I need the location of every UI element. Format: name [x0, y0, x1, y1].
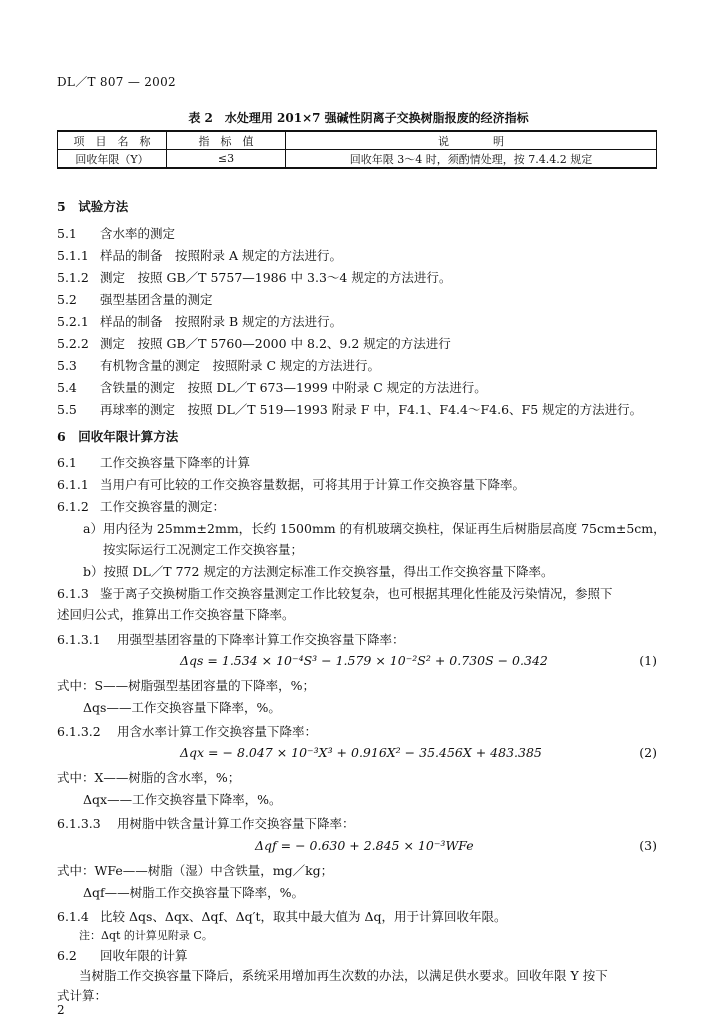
where-dqf: Δqf——树脂工作交换容量下降率，%。: [83, 885, 305, 900]
section-5-title: 5 试验方法: [57, 199, 129, 214]
item-text: 强型基团含量的测定: [100, 292, 213, 307]
equation-2: Δqx = − 8.047 × 10⁻³X³ + 0.916X² − 35.456X + 483.385: [180, 745, 542, 760]
item-number: 5.4: [57, 380, 77, 395]
page-number: 2: [57, 1003, 65, 1017]
item-number: 5.1.1: [57, 248, 89, 263]
item-text: 样品的制备 按照附录 A 规定的方法进行。: [100, 248, 342, 263]
section-6-1-2: 6.1.2 工作交换容量的测定：: [57, 499, 226, 514]
item-a-line2: 按实际运行工况测定工作交换容量；: [103, 542, 304, 557]
section-5-1-2: [57, 268, 451, 286]
section-5-2-2: [57, 334, 451, 352]
item-text: 含水率的测定: [100, 226, 176, 241]
item-text: 回收年限的计算: [100, 948, 188, 963]
cell-item-name: 回收年限（Y）: [58, 150, 167, 169]
item-text: 用强型基团容量的下降率计算工作交换容量下降率：: [117, 632, 405, 647]
section-6-1: 6.1 工作交换容量下降率的计算: [57, 455, 251, 470]
item-text: 用树脂中铁含量计算工作交换容量下降率：: [117, 816, 355, 831]
equation-3-number: (3): [639, 838, 657, 853]
cell-description: 回收年限 3～4 时，须酌情处理，按 7.4.4.2 规定: [286, 150, 657, 169]
item-text: 比较 Δqs、Δqx、Δqf、Δq′t，取其中最大值为 Δq，用于计算回收年限。: [100, 909, 507, 924]
item-text: 鉴于离子交换树脂工作交换容量测定工作比较复杂，也可根据其理化性能及污染情况，参照下: [100, 586, 613, 601]
document-header: DL／T 807 — 2002: [57, 75, 176, 89]
section-6-2-para-line1: 当树脂工作交换容量下降后，系统采用增加再生次数的办法，以满足供水要求。回收年限 Y 按下: [79, 968, 608, 983]
section-6-2: 6.2 回收年限的计算: [57, 948, 188, 963]
col-item-name: 项 目 名 称: [58, 131, 167, 150]
where-s: 式中：S——树脂强型基团容量的下降率，%；: [57, 678, 315, 693]
section-6-1-1: 6.1.1 当用户有可比较的工作交换容量数据，可将其用于计算工作交换容量下降率。: [57, 477, 526, 492]
section-6-1-3-line2: 述回归公式，推算出工作交换容量下降率。: [57, 607, 295, 622]
item-text: 工作交换容量的测定：: [100, 499, 226, 514]
item-text: 当用户有可比较的工作交换容量数据，可将其用于计算工作交换容量下降率。: [100, 477, 526, 492]
item-text: 测定 按照 GB／T 5757—1986 中 3.3～4 规定的方法进行。: [100, 270, 452, 285]
section-5-1: [57, 224, 175, 242]
item-number: 5.2: [57, 292, 77, 307]
item-text: 含铁量的测定 按照 DL／T 673—1999 中附录 C 规定的方法进行。: [100, 380, 487, 395]
item-number: 5.5: [57, 402, 77, 417]
item-number: 5.2.1: [57, 314, 89, 329]
section-6-1-3-line1: 6.1.3 鉴于离子交换树脂工作交换容量测定工作比较复杂，也可根据其理化性能及污染情况，参照下: [57, 586, 613, 601]
section-5-2-1: [57, 312, 342, 330]
item-number: 5.2.2: [57, 336, 89, 351]
note: 注：Δqt 的计算见附录 C。: [79, 929, 213, 942]
equation-3: Δqf = − 0.630 + 2.845 × 10⁻³WFe: [255, 838, 474, 853]
equation-1: Δqs = 1.534 × 10⁻⁴S³ − 1.579 × 10⁻²S² + 0.730S − 0.342: [180, 653, 548, 668]
equation-1-number: (1): [639, 653, 657, 668]
table-header-row: [58, 131, 657, 150]
indicator-table: [57, 130, 657, 169]
item-text: 再球率的测定 按照 DL／T 519—1993 附录 F 中，F4.1、F4.4～F4.6、F5 规定的方法进行。: [100, 402, 643, 417]
section-5-3: [57, 356, 380, 374]
section-6-1-3-1: 6.1.3.1 用强型基团容量的下降率计算工作交换容量下降率：: [57, 632, 405, 647]
item-text: 样品的制备 按照附录 B 规定的方法进行。: [100, 314, 343, 329]
col-description: 说 明: [286, 131, 657, 150]
item-b: b）按照 DL／T 772 规定的方法测定标准工作交换容量，得出工作交换容量下降率。: [83, 564, 554, 579]
section-5-2: [57, 290, 213, 308]
item-number: 5.1: [57, 226, 77, 241]
where-dqx: Δqx——工作交换容量下降率，%。: [83, 792, 282, 807]
item-a-line1: a）用内径为 25mm±2mm，长约 1500mm 的有机玻璃交换柱，保证再生后树脂层高度 75cm±5cm，: [83, 521, 666, 536]
col-indicator-value: 指 标 值: [167, 131, 286, 150]
section-6-1-3-2: 6.1.3.2 用含水率计算工作交换容量下降率：: [57, 724, 318, 739]
item-text: 有机物含量的测定 按照附录 C 规定的方法进行。: [100, 358, 381, 373]
section-6-1-4: 6.1.4 比较 Δqs、Δqx、Δqf、Δq′t，取其中最大值为 Δq，用于计算回收年限。: [57, 909, 507, 924]
where-wfe: 式中：WFe——树脂（湿）中含铁量，mg／kg；: [57, 863, 334, 878]
item-text: 用含水率计算工作交换容量下降率：: [117, 724, 318, 739]
item-number: 5.1.2: [57, 270, 89, 285]
section-6-1-3-3: 6.1.3.3 用树脂中铁含量计算工作交换容量下降率：: [57, 816, 355, 831]
section-6-2-para-line2: 式计算：: [57, 988, 108, 1003]
equation-2-number: (2): [639, 745, 657, 760]
table-caption: 表 2 水处理用 201×7 强碱性阴离子交换树脂报废的经济指标: [188, 111, 529, 125]
section-5-4: [57, 378, 487, 396]
item-text: 工作交换容量下降率的计算: [100, 455, 251, 470]
cell-indicator-value: ≤3: [167, 150, 286, 169]
section-5-1-1: [57, 246, 342, 264]
where-x: 式中：X——树脂的含水率，%；: [57, 770, 241, 785]
section-6-title: 6 回收年限计算方法: [57, 429, 179, 444]
item-number: 5.3: [57, 358, 77, 373]
table-row: [58, 150, 657, 169]
item-text: 测定 按照 GB／T 5760—2000 中 8.2、9.2 规定的方法进行: [100, 336, 451, 351]
where-dqs: Δqs——工作交换容量下降率，%。: [83, 700, 281, 715]
section-5-5: [57, 400, 642, 418]
